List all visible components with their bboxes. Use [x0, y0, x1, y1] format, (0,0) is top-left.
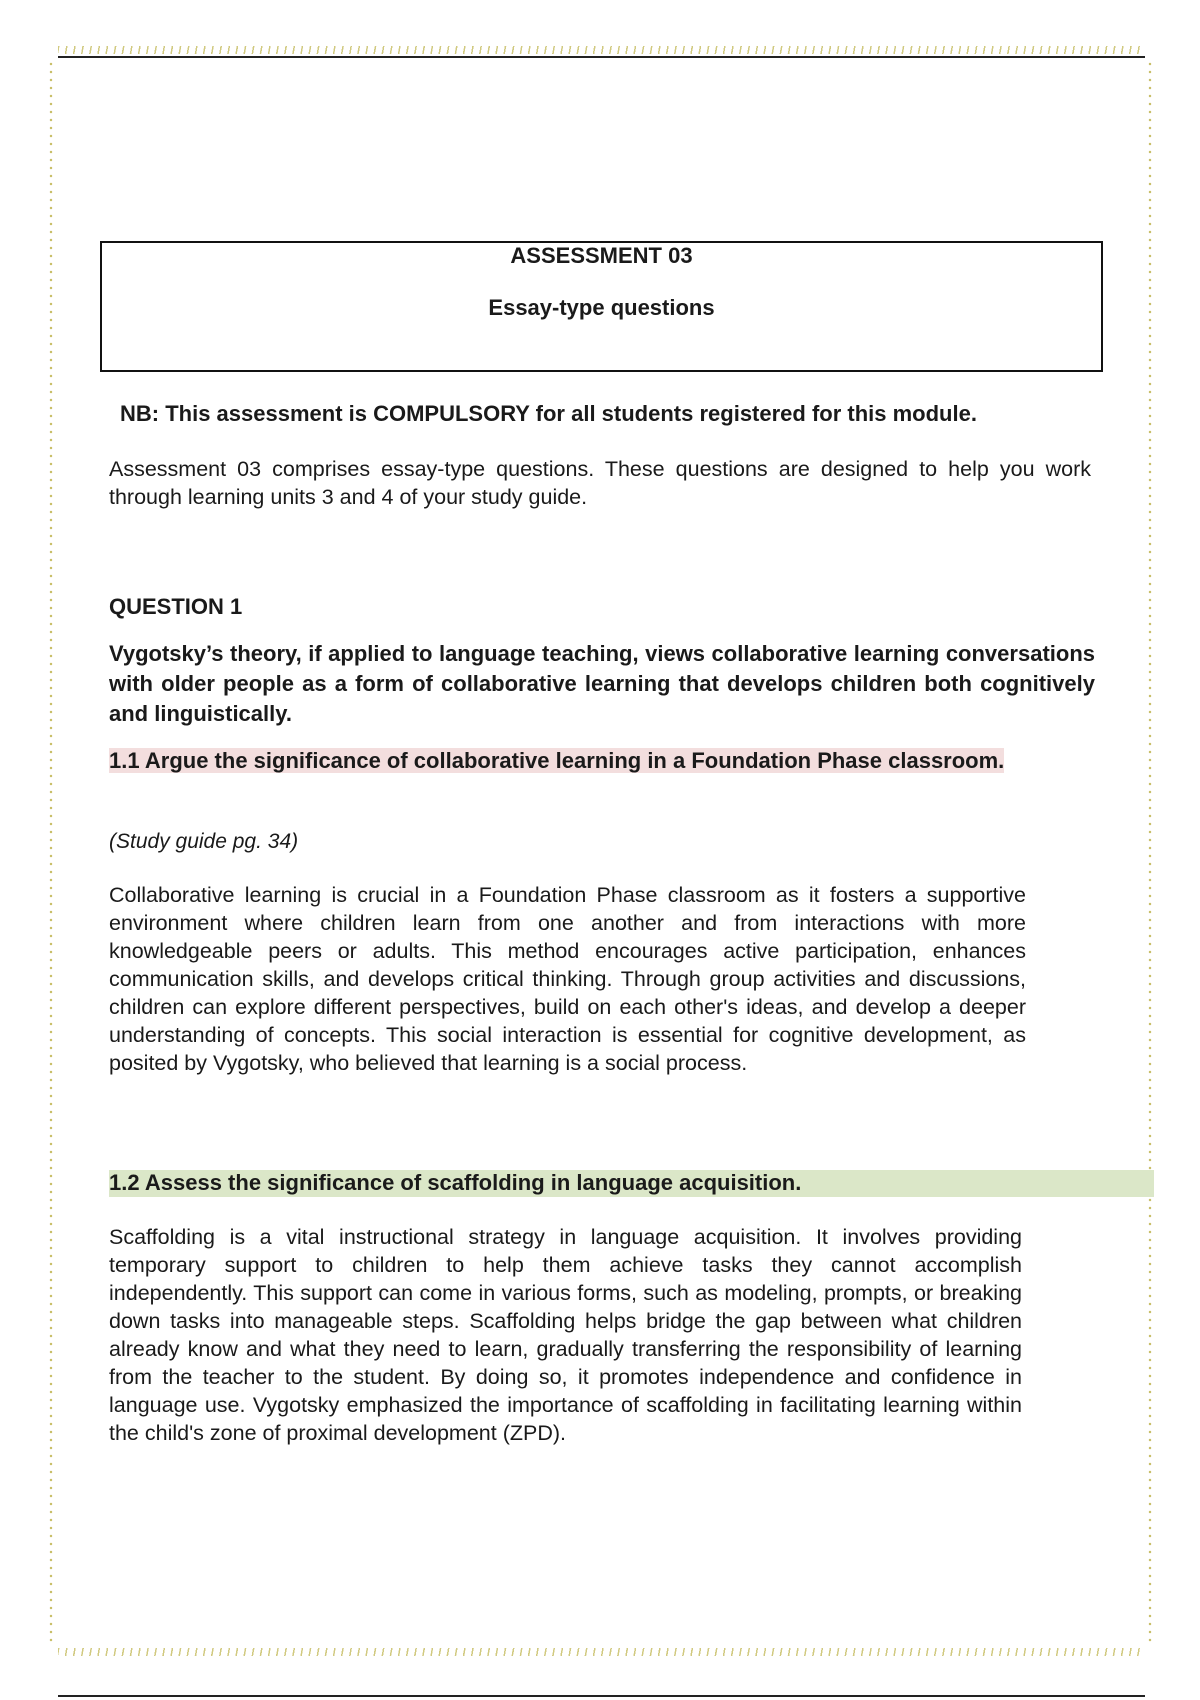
question-1-2-prompt: 1.2 Assess the significance of scaffolding in language acquisition. [109, 1170, 802, 1195]
page-border-left-dots [49, 60, 53, 1645]
page-border-right-dots [1148, 60, 1152, 1645]
question-1-stem: Vygotsky’s theory, if applied to language teaching, views collaborative learning conversations with older people as a form of collaborative learning that develops children both cognitively and linguistically. [109, 641, 1095, 726]
page-border-bottom-ticks [58, 1648, 1145, 1656]
assessment-subtitle: Essay-type questions [488, 295, 715, 320]
intro-paragraph: Assessment 03 comprises essay-type questions. These questions are designed to help you work through learning units 3 and 4 of your study guide. [109, 457, 1091, 509]
question-1-1-prompt: 1.1 Argue the significance of collaborative learning in a Foundation Phase classroom. [109, 748, 1005, 773]
question-1-1-answer: Collaborative learning is crucial in a Foundation Phase classroom as it fosters a supportive environment where children learn from one another and from interactions with more knowledgeable peers or adults. This method encourages active participation, enhances communication skills, and develops critical thinking. Through group activities and discussions, children can explore different perspectives, build on each other's ideas, and develop a deeper understanding of concepts. This social interaction is essential for cognitive development, as posited by Vygotsky, who believed that learning is a social process. [109, 883, 1026, 1075]
page-border-top-rule [58, 56, 1145, 58]
assessment-title-box [100, 241, 1103, 372]
assessment-title: ASSESSMENT 03 [510, 243, 693, 268]
study-guide-reference: (Study guide pg. 34) [109, 830, 299, 853]
page-border-top-ticks [58, 46, 1145, 54]
compulsory-notice: NB: This assessment is COMPULSORY for all students registered for this module. [120, 401, 977, 426]
question-1-2-answer: Scaffolding is a vital instructional strategy in language acquisition. It involves providing temporary support to children to help them achieve tasks they cannot accomplish independently. This support can come in various forms, such as modeling, prompts, or breaking down tasks into manageable steps. Scaffolding helps bridge the gap between what children already know and what they need to learn, gradually transferring the responsibility of learning from the teacher to the student. By doing so, it promotes independence and confidence in language use. Vygotsky emphasized the importance of scaffolding in facilitating learning within the child's zone of proximal development (ZPD). [109, 1225, 1022, 1445]
question-1-1-prompt-block [109, 747, 1026, 775]
page-footer-rule [58, 1695, 1145, 1697]
question-1-heading: QUESTION 1 [109, 594, 243, 619]
